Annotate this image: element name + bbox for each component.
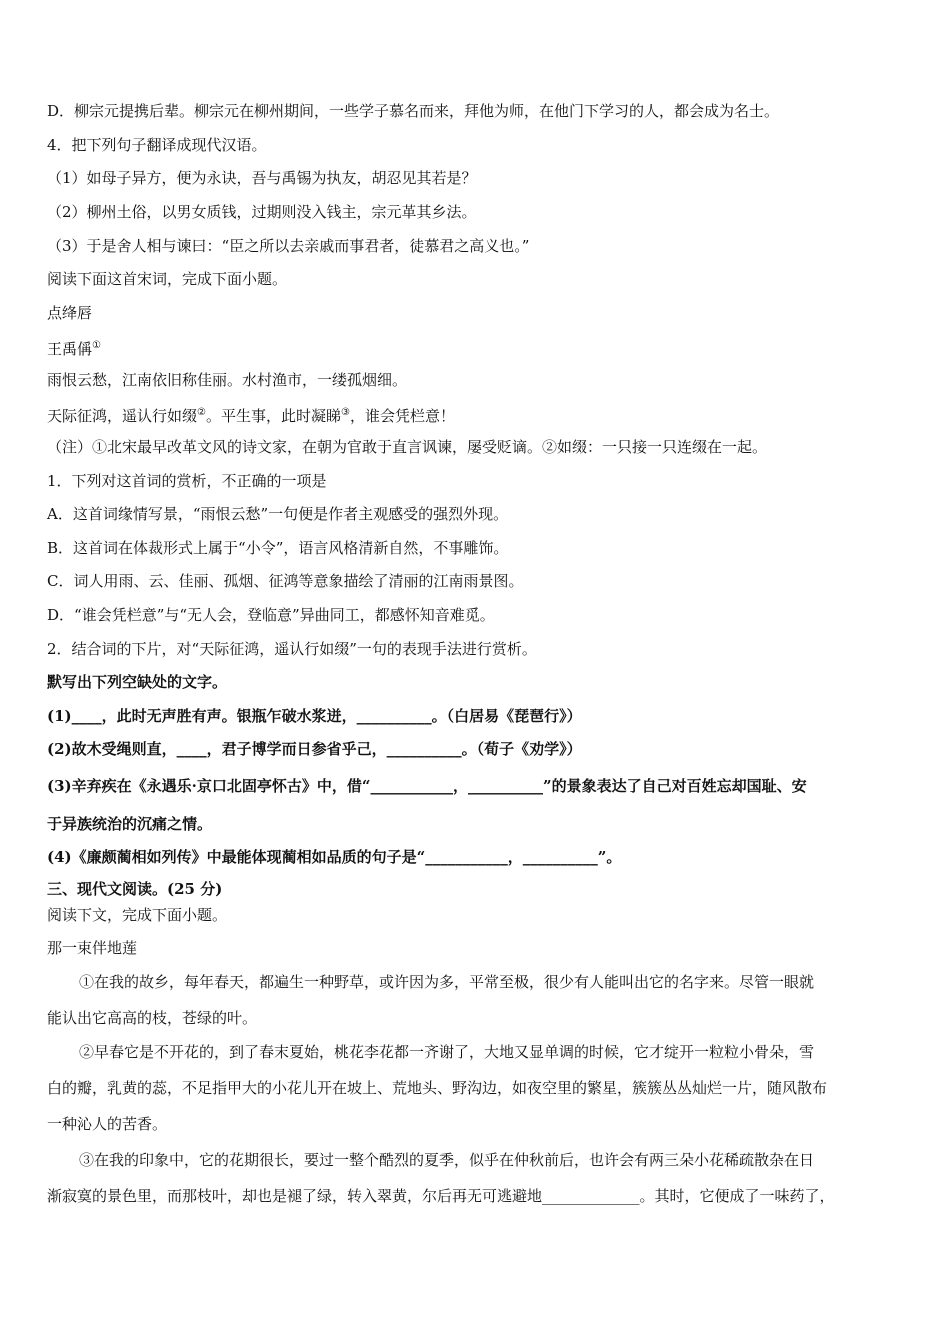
section-3-heading: 三、现代文阅读。(25 分) <box>47 880 223 898</box>
poem-author <box>47 336 101 359</box>
dictation-item-4: (4)《廉颇蔺相如列传》中最能体现蔺相如品质的句子是“___________，__________”。 <box>47 848 622 866</box>
poem-line-2-part-a: 天际征鸿，遥认行如缀 <box>47 407 198 425</box>
poem-instruction: 阅读下面这首宋词，完成下面小题。 <box>47 270 288 288</box>
dictation-item-3-cont: 于异族统治的沉痛之情。 <box>47 815 213 833</box>
poem-line-1: 雨恨云愁，江南依旧称佳丽。水村渔市，一缕孤烟细。 <box>47 371 408 389</box>
essay-title: 那一束伴地莲 <box>47 939 138 957</box>
essay-para-2-cont-2: 一种沁人的苦香。 <box>47 1115 168 1133</box>
question-2-stem: 2．结合词的下片，对“天际征鸿，遥认行如缀”一句的表现手法进行赏析。 <box>47 640 537 658</box>
dictation-item-2: (2)故木受绳则直，____，君子博学而日参省乎己，__________。（荀子《劝学》） <box>47 740 582 758</box>
choice-b: B．这首词在体裁形式上属于“小令”，语言风格清新自然，不事雕饰。 <box>47 539 509 557</box>
essay-para-1-cont: 能认出它高高的枝，苍绿的叶。 <box>47 1009 258 1027</box>
poem-line-2-part-c: ，谁会凭栏意！ <box>349 407 455 425</box>
reading-instruction: 阅读下文，完成下面小题。 <box>47 906 228 924</box>
choice-a: A．这首词缘情写景，“雨恨云愁”一句便是作者主观感受的强烈外现。 <box>47 505 509 523</box>
essay-para-1: ①在我的故乡，每年春天，都遍生一种野草，或许因为多，平常至极，很少有人能叫出它的名字来。尽管一眼就 <box>79 973 815 991</box>
essay-para-3-cont: 渐寂寞的景色里，而那枝叶，却也是褪了绿，转入翠黄，尔后再无可逃避地_____________。其时，它便成了一味药了， <box>47 1187 835 1205</box>
choice-c: C．词人用雨、云、佳丽、孤烟、征鸿等意象描绘了清丽的江南雨景图。 <box>47 572 524 590</box>
essay-para-3: ③在我的印象中，它的花期很长，要过一整个酷烈的夏季，似乎在仲秋前后，也许会有两三朵小花稀疏散杂在日 <box>79 1151 815 1169</box>
dictation-heading: 默写出下列空缺处的文字。 <box>47 673 228 691</box>
essay-para-2-cont-1: 白的瓣，乳黄的蕊，不足指甲大的小花儿开在坡上、荒地头、野沟边，如夜空里的繁星，簇簇丛丛灿烂一片，随风散布 <box>47 1079 828 1097</box>
essay-para-2: ②早春它是不开花的，到了春末夏始，桃花李花都一齐谢了，大地又显单调的时候，它才绽开一粒粒小骨朵，雪 <box>79 1043 815 1061</box>
translate-item-2: （2）柳州土俗，以男女质钱，过期则没入钱主，宗元革其乡法。 <box>47 203 477 221</box>
question-1-stem: 1．下列对这首词的赏析，不正确的一项是 <box>47 472 327 490</box>
poem-notes: （注）①北宋最早改革文风的诗文家，在朝为官敢于直言讽谏，屡受贬谪。②如缀：一只接一只连缀在一起。 <box>47 438 768 456</box>
dictation-item-3: (3)辛弃疾在《永遇乐·京口北固亭怀古》中，借“___________，__________”的景象表达了自己对百姓忘却国耻、安 <box>47 777 807 795</box>
poem-line-2 <box>47 403 455 426</box>
option-d-text: D．柳宗元提携后辈。柳宗元在柳州期间，一些学子慕名而来，拜他为师，在他门下学习的人，都会成为名士。 <box>47 102 780 120</box>
translate-item-1: （1）如母子异方，便为永诀，吾与禹锡为执友，胡忍见其若是？ <box>47 169 477 187</box>
dictation-item-1: (1)____，此时无声胜有声。银瓶乍破水浆迸，__________。（白居易《琵琶行》） <box>47 707 582 725</box>
footnote-marker-2: ② <box>197 407 206 418</box>
poem-title: 点绛唇 <box>47 304 93 322</box>
poem-line-2-part-b: 。平生事，此时凝睇 <box>205 407 341 425</box>
poem-author-name: 王禹偁 <box>47 340 93 358</box>
translate-item-3: （3）于是舍人相与谏曰：“臣之所以去亲戚而事君者，徒慕君之高义也。” <box>47 237 530 255</box>
footnote-marker-3: ③ <box>341 407 350 418</box>
question-4-heading: 4．把下列句子翻译成现代汉语。 <box>47 136 267 154</box>
footnote-marker-1: ① <box>92 340 101 351</box>
choice-d: D．“谁会凭栏意”与“无人会，登临意”异曲同工，都感怀知音难觅。 <box>47 606 495 624</box>
